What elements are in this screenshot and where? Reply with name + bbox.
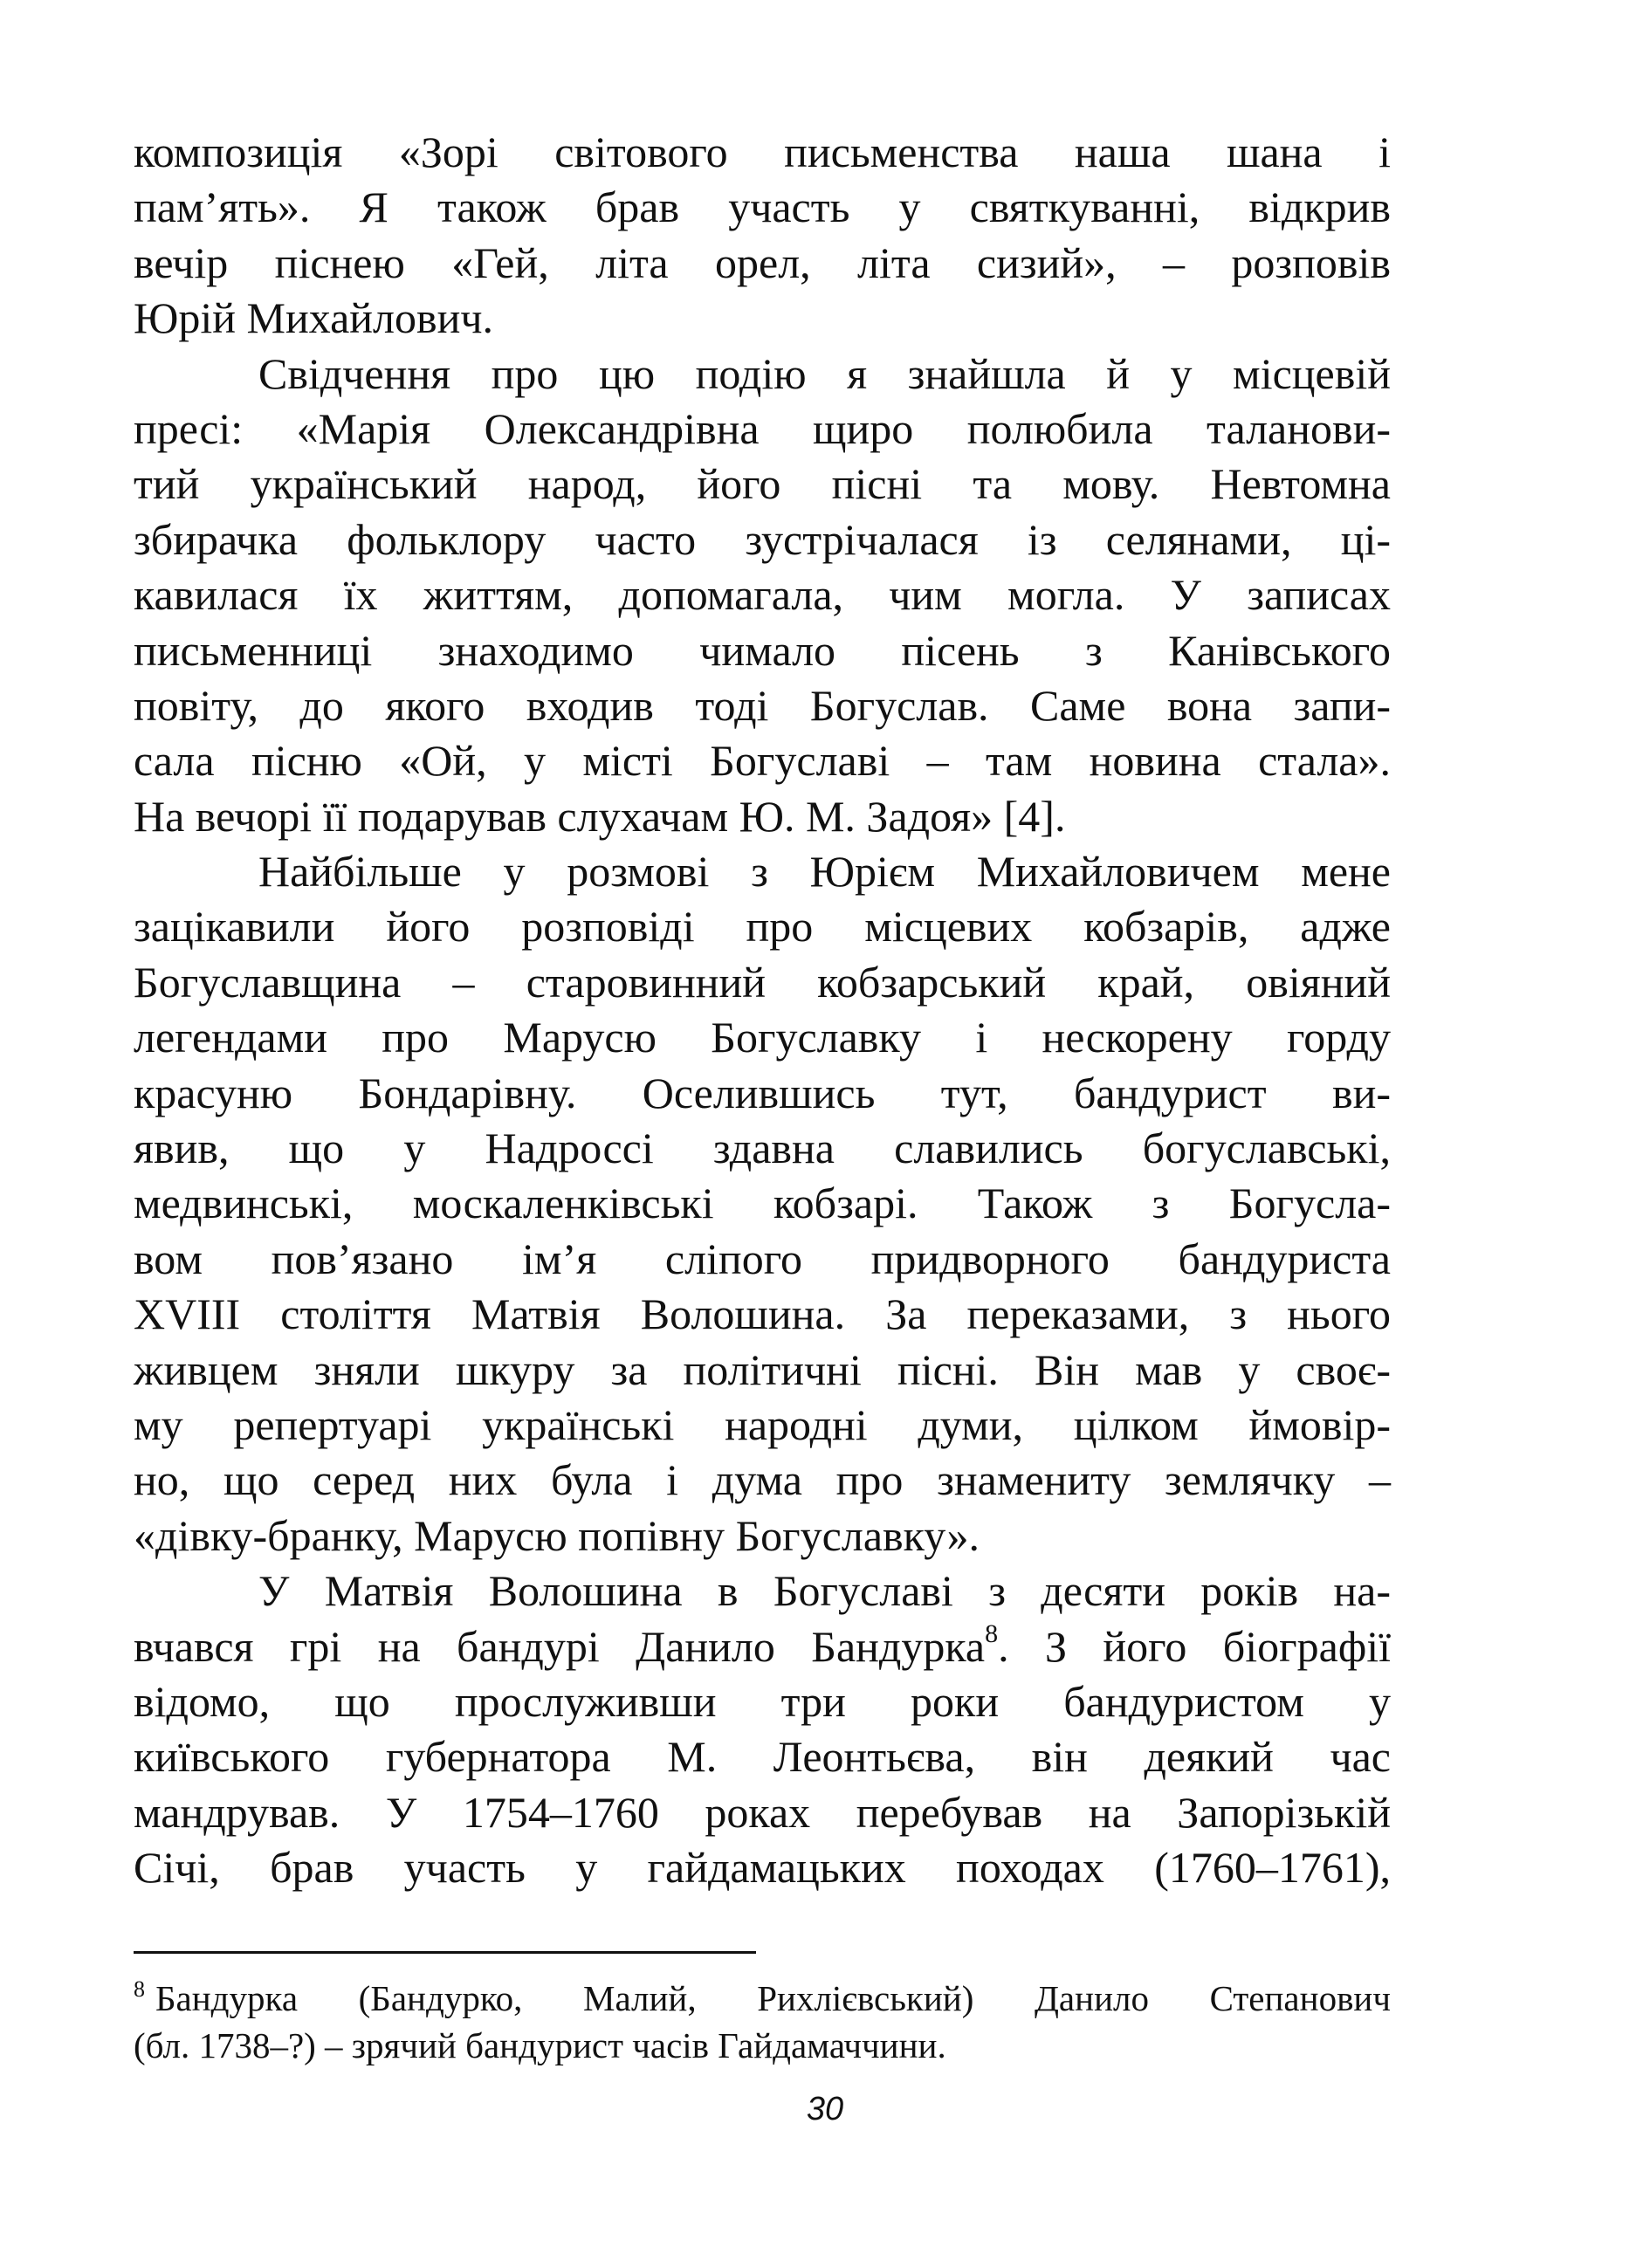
- text-line: зацікавили його розповіді про місцевих кобзарів, адже: [134, 902, 1391, 952]
- paragraph: [134, 1564, 1391, 1895]
- text-line: кавилася їх життям, допомагала, чим могла. У записах: [134, 570, 1391, 620]
- footnote: [134, 1975, 1391, 2069]
- text-line: композиція «Зорі світового письменства наша шана і: [134, 127, 1391, 176]
- text-line: но, що серед них була і дума про знамениту землячку –: [134, 1455, 1391, 1505]
- text-fragment: . З його біографії: [998, 1621, 1391, 1671]
- text-line: красуню Бондарівну. Оселившись тут, бандурист ви-: [134, 1068, 1391, 1117]
- text-line: тий український народ, його пісні та мову. Невтомна: [134, 459, 1391, 509]
- text-line: XVIII століття Матвія Волошина. За переказами, з нього: [134, 1289, 1391, 1339]
- footnote-text: Бандурка (Бандурко, Малий, Рихлієвський) Данило Степанович: [155, 1978, 1391, 2018]
- text-line: письменниці знаходимо чимало пісень з Канівського: [134, 625, 1391, 675]
- text-line: Богуславщина – старовинний кобзарський край, овіяний: [134, 957, 1391, 1007]
- text-line: [134, 1619, 1391, 1674]
- paragraph: [134, 844, 1391, 1564]
- text-line: вом пов’язано ім’я сліпого придворного бандуриста: [134, 1234, 1391, 1283]
- footnote-reference[interactable]: 8: [985, 1619, 999, 1648]
- footnote-line: [134, 1975, 1391, 2022]
- footnote-marker: 8: [134, 1976, 145, 2002]
- text-line: мандрував. У 1754–1760 роках перебував на Запорізькій: [134, 1787, 1391, 1837]
- text-line: Найбільше у розмові з Юрієм Михайловичем мене: [258, 847, 1391, 897]
- footnote-separator: [134, 1951, 756, 1954]
- text-line: Юрій Михайлович.: [134, 293, 494, 343]
- text-line: легендами про Марусю Богуславку і нескорену горду: [134, 1013, 1391, 1062]
- text-line: пам’ять». Я також брав участь у святкуванні, відкрив: [134, 182, 1391, 232]
- text-line: му репертуарі українські народні думи, цілком ймовір-: [134, 1399, 1391, 1449]
- paragraph: [134, 347, 1391, 845]
- text-line: вечір піснею «Гей, літа орел, літа сизий», – розповів: [134, 237, 1391, 287]
- text-fragment: вчався грі на бандурі Данило Бандурка: [134, 1621, 986, 1671]
- text-line: медвинські, москаленківські кобзарі. Також з Богусла-: [134, 1179, 1391, 1228]
- text-line: відомо, що прослуживши три роки бандуристом у: [134, 1676, 1391, 1726]
- page-number: 30: [806, 2091, 844, 2127]
- text-line: збирачка фольклору часто зустрічалася із селянами, ці-: [134, 514, 1391, 564]
- text-line: київського губернатора М. Леонтьєва, він деякий час: [134, 1732, 1391, 1782]
- page-body: [134, 125, 1391, 1896]
- footnote-line: (бл. 1738–?) – зрячий бандурист часів Гайдамаччини.: [134, 2025, 946, 2065]
- text-line: «дівку-бранку, Марусю попівну Богуславку».: [134, 1510, 980, 1560]
- text-line: пресі: «Марія Олександрівна щиро полюбила таланови-: [134, 403, 1391, 453]
- paragraph: [134, 125, 1391, 347]
- main-text: [134, 125, 1391, 1896]
- text-line: явив, що у Надроссі здавна славились богуславські,: [134, 1124, 1391, 1173]
- text-line: Свідчення про цю подію я знайшла й у місцевій: [258, 348, 1391, 398]
- text-line: сала пісню «Ой, у місті Богуславі – там новина стала».: [134, 736, 1391, 786]
- text-line: Січі, брав участь у гайдамацьких походах (1760–1761),: [134, 1843, 1391, 1893]
- text-line: У Матвія Волошина в Богуславі з десяти років на-: [258, 1566, 1391, 1616]
- text-line: повіту, до якого входив тоді Богуслав. Саме вона запи-: [134, 680, 1391, 730]
- text-line: На вечорі її подарував слухачам Ю. М. Задоя» [4].: [134, 791, 1066, 841]
- text-line: живцем зняли шкуру за політичні пісні. Він мав у своє-: [134, 1344, 1391, 1394]
